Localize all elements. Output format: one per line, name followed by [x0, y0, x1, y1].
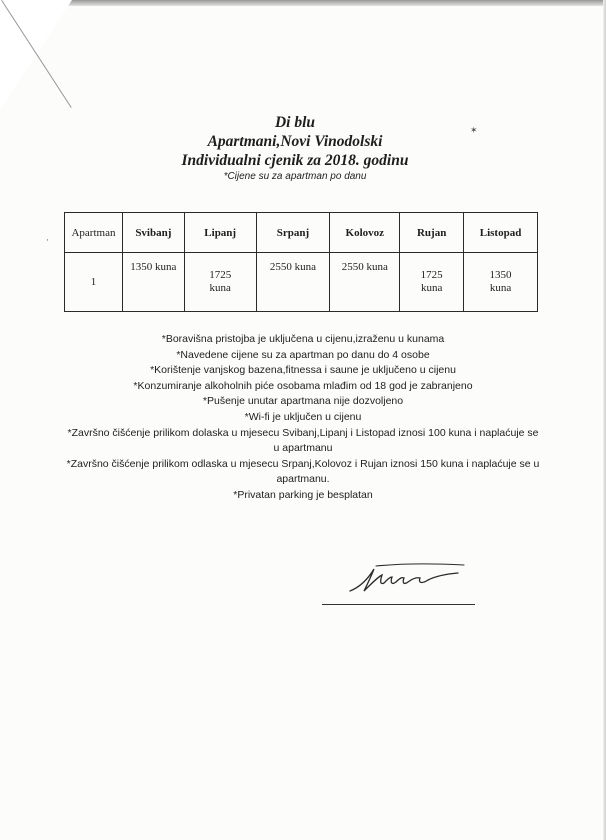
table-header-cell: Listopad	[464, 213, 538, 253]
cell-text: 1725 kuna	[209, 269, 232, 294]
table-cell	[184, 253, 256, 312]
note-line: *Wi-fi je uključen u cijenu	[244, 410, 362, 423]
scan-speck: ✶	[470, 126, 478, 136]
notes-list	[40, 332, 566, 504]
note-line: *Konzumiranje alkoholnih piće osobama mlađim od 18 god je zabranjeno	[133, 379, 473, 392]
signature-line	[322, 604, 475, 605]
title-line-2: Apartmani,Novi Vinodolski	[207, 133, 383, 150]
cell-text: 1350 kuna	[130, 261, 177, 273]
note-line: apartmanu.	[276, 473, 330, 486]
table-header-cell: Apartman	[65, 213, 123, 253]
note-line: *Završno čišćenje prilikom dolaska u mjesecu Svibanj,Lipanj i Listopad iznosi 100 kuna i naplaćuje se	[67, 426, 539, 439]
cell-text: 1725 kuna	[420, 269, 443, 294]
title-line-3: Individualni cjenik za 2018. godinu	[181, 152, 409, 169]
note-line: *Pušenje unutar apartmana nije dozvoljeno	[202, 395, 404, 408]
note-line: u apartmanu	[273, 442, 333, 455]
note-line: *Završno čišćenje prilikom odlaska u mjesecu Srpanj,Kolovoz i Rujan iznosi 150 kuna i naplaćuje se u	[66, 457, 540, 470]
table-row	[65, 253, 538, 312]
note-line: *Boravišna pristojba je uključena u cijenu,izraženu u kunama	[161, 333, 445, 345]
table-cell	[65, 253, 123, 312]
table-header-row	[65, 213, 538, 253]
table-cell	[330, 253, 400, 312]
price-table	[64, 212, 538, 312]
table-cell	[464, 253, 538, 312]
table-cell	[400, 253, 464, 312]
cell-text: 1350 kuna	[489, 269, 512, 294]
table-header-cell: Kolovoz	[330, 213, 400, 253]
table-cell	[122, 253, 184, 312]
note-line: *Navedene cijene su za apartman po danu do 4 osobe	[176, 348, 430, 361]
cell-text: 1	[90, 275, 97, 288]
table-cell	[256, 253, 330, 312]
cell-text: 2550 kuna	[269, 261, 317, 273]
cell-text: 2550 kuna	[341, 261, 388, 273]
table-header-cell: Lipanj	[184, 213, 256, 253]
scan-speck: ·	[46, 236, 49, 246]
signature-icon	[346, 557, 471, 597]
price-note: *Cijene su za apartman po danu	[223, 171, 367, 182]
note-line: *Korištenje vanjskog bazena,fitnessa i saune je uključeno u cijenu	[150, 364, 456, 377]
table-header-cell: Srpanj	[256, 213, 330, 253]
table-header-cell: Svibanj	[122, 213, 184, 253]
scan-top-edge	[60, 0, 606, 6]
note-line: *Privatan parking je besplatan	[233, 488, 373, 501]
document-title	[160, 113, 430, 170]
table-header-cell: Rujan	[400, 213, 464, 253]
title-line-1: Di blu	[274, 114, 316, 131]
